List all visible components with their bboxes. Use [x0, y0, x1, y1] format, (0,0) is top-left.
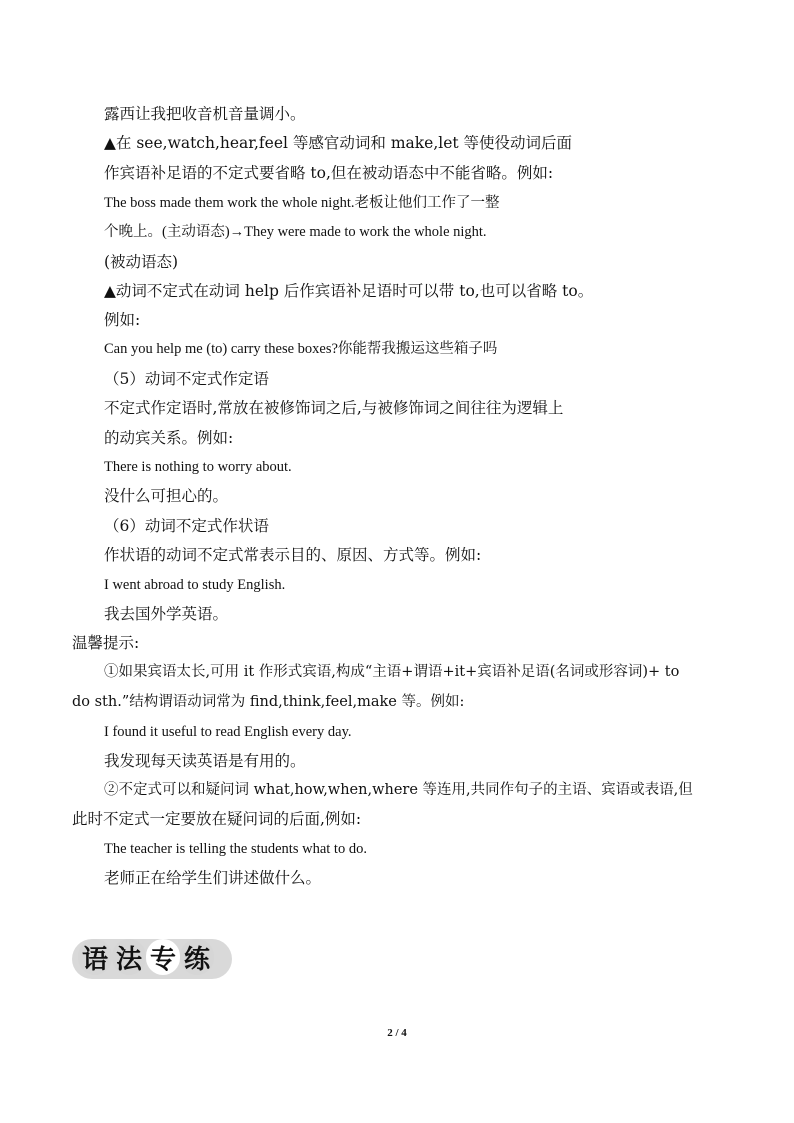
- badge-char: 法: [112, 939, 146, 975]
- text-line: 例如:: [104, 311, 141, 329]
- text-line: 我去国外学英语。: [104, 605, 229, 623]
- text-line: 我发现每天读英语是有用的。: [104, 752, 306, 770]
- text-line: 作状语的动词不定式常表示目的、原因、方式等。例如:: [104, 546, 482, 564]
- text-line: The teacher is telling the students what to do.: [104, 841, 367, 857]
- text-line: (被动语态): [104, 253, 179, 271]
- text-line: 露西让我把收音机音量调小。: [104, 105, 306, 123]
- badge-char: 语: [78, 939, 112, 975]
- section-heading-5: （5）动词不定式作定语: [104, 370, 269, 388]
- text-line: Can you help me (to) carry these boxes?你能帮我搬运这些箱子吗: [104, 341, 498, 357]
- page-number: 2 / 4: [387, 1027, 407, 1039]
- text-line: The boss made them work the whole night.老板让他们工作了一整: [104, 195, 500, 211]
- badge-char-highlight: 专: [146, 939, 180, 975]
- text-line: I went abroad to study English.: [104, 577, 286, 593]
- badge-char: 练: [180, 939, 214, 975]
- text-line: ①如果宾语太长,可用 it 作形式宾语,构成“主语+谓语+it+宾语补足语(名词或形容词)+ to: [104, 664, 680, 680]
- text-line: 个晚上。(主动语态)→They were made to work the whole night.: [104, 224, 487, 240]
- text-line: I found it useful to read English every day.: [104, 724, 352, 740]
- text-line: 此时不定式一定要放在疑问词的后面,例如:: [72, 810, 362, 828]
- section-badge: [78, 939, 214, 975]
- text-line: ②不定式可以和疑问词 what,how,when,where 等连用,共同作句子的主语、宾语或表语,但: [104, 782, 693, 798]
- text-line: There is nothing to worry about.: [104, 459, 292, 475]
- section-heading-6: （6）动词不定式作状语: [104, 517, 269, 535]
- text-line: 的动宾关系。例如:: [104, 429, 234, 447]
- text-line: 老师正在给学生们讲述做什么。: [104, 869, 322, 887]
- tip-heading: 温馨提示:: [72, 634, 140, 652]
- text-line: 作宾语补足语的不定式要省略 to,但在被动语态中不能省略。例如:: [104, 164, 554, 182]
- text-line: ▲在 see,watch,hear,feel 等感官动词和 make,let 等使役动词后面: [104, 134, 573, 152]
- text-line: 不定式作定语时,常放在被修饰词之后,与被修饰词之间往往为逻辑上: [104, 399, 564, 417]
- text-line: do sth.”结构谓语动词常为 find,think,feel,make 等。例如:: [72, 694, 465, 710]
- text-line: ▲动词不定式在动词 help 后作宾语补足语时可以带 to,也可以省略 to。: [104, 282, 594, 300]
- text-line: 没什么可担心的。: [104, 487, 229, 505]
